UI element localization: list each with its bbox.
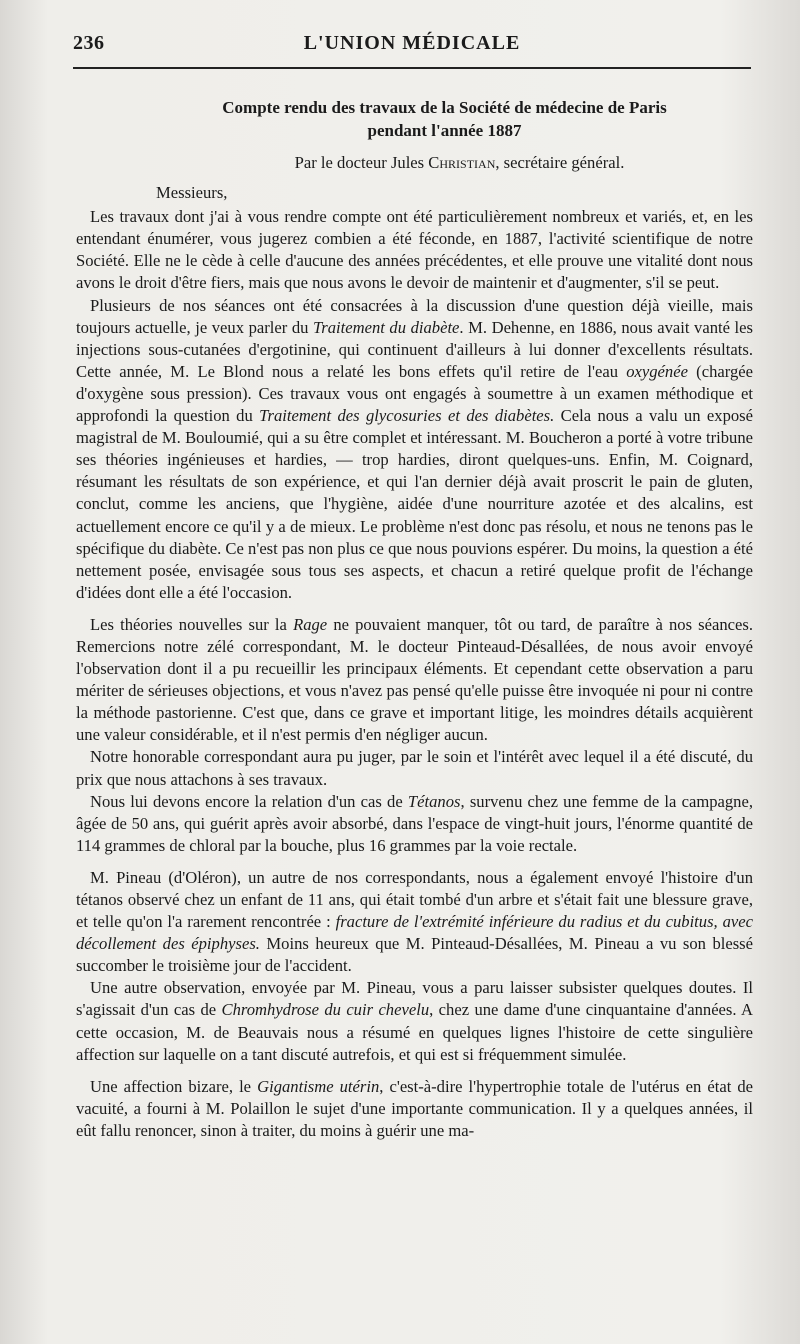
article-title xyxy=(76,96,753,142)
paragraph-5-emphasis-1: Tétanos xyxy=(407,791,461,811)
paragraph-8 xyxy=(76,1076,753,1142)
paragraph-2-emphasis-1: Traitement du diabète xyxy=(312,317,460,337)
paragraph-8-emphasis-1: Gigantisme utérin xyxy=(257,1076,380,1096)
paragraph-6 xyxy=(76,867,753,977)
salutation: Messieurs, xyxy=(156,183,228,203)
article-body xyxy=(76,96,753,1142)
article-title-line-2: pendant l'année 1887 xyxy=(367,121,522,140)
paragraph-1: Les travaux dont j'ai à vous rendre compte ont été particulièrement nombreux et variés, et, en les entendant énumérer, vous jugerez combien a été féconde, en 1887, l'activité scientifique de notre Société. Elle ne le cède à celle d'aucune des années précédentes, et elle prouve une vitalité dont nous avons le droit d'être fiers, mais que nous avons le devoir de maintenir et d'augmenter, s'il se peut. xyxy=(76,207,753,293)
article-title-line-1: Compte rendu des travaux de la Société de médecine de Paris xyxy=(222,98,667,117)
paragraph-5 xyxy=(76,791,753,857)
paragraph-7-text-a: Une autre observation, envoyée par M. Pineau, vous a paru laisser subsister quelques doutes. Il s'agissait d'un cas de xyxy=(76,978,753,1020)
paragraph-7-text-b: , chez une dame d'une cinquantaine d'années. A cette occasion, M. de Beauvais nous a résumé en quelques lignes l'histoire de cette singulière affection sur laquelle on a tant discuté autrefois, et qui est si fréquemment simulée. xyxy=(76,1000,753,1064)
paragraph-5-text-a: Nous lui devons encore la relation d'un cas de xyxy=(90,791,408,811)
header-rule xyxy=(73,67,751,69)
paragraph-3-text-a: Les théories nouvelles sur la xyxy=(90,614,294,634)
author-name: Christian, xyxy=(428,153,500,172)
byline-prefix: Par le docteur Jules xyxy=(294,153,425,172)
running-title: L'UNION MÉDICALE xyxy=(303,32,521,54)
paragraph-2 xyxy=(76,295,753,604)
paragraph-2-text-a: Plusieurs de nos séances ont été consacrées à la discussion d'une question déjà vieille, mais toujours actuelle, je veux parler du xyxy=(76,295,753,337)
paragraph-2-emphasis-3: Traitement des glycosuries et des diabètes. xyxy=(259,406,555,426)
paragraph-6-text-a: M. Pineau (d'Oléron), un autre de nos correspondants, nous a également envoyé l'histoire d'un tétanos observé chez un enfant de 11 ans, qui était tombé d'un arbre et s'était fait une blessure grave, et telle qu'on l'a rarement rencontrée : xyxy=(76,867,753,932)
byline-suffix: secrétaire général. xyxy=(503,153,625,172)
paragraph-7 xyxy=(76,977,753,1065)
paragraph-2-text-b: . M. Dehenne, en 1886, nous avait vanté les injections sous-cutanées d'ergotinine, qui continuent d'ailleurs à lui donner d'excellents résultats. Cette année, M. Le Blond nous a relaté les bons effets qu'il retire de l'eau xyxy=(76,317,753,381)
paragraph-7-emphasis-1: Chromhydrose du cuir chevelu xyxy=(221,1000,430,1020)
paragraph-6-text-b: Moins heureux que M. Pinteaud-Désallées, M. Pineau a vu son blessé succomber le troisième jour de l'accident. xyxy=(76,934,753,976)
paragraph-6-emphasis-1: fracture de l'extrémité inférieure du radius et du cubitus, avec décollement des épiphyses. xyxy=(76,912,753,954)
paragraph-2-text-d: Cela nous a valu un exposé magistral de M. Bouloumié, qui a su être complet et intéressant. M. Boucheron a porté à votre tribune ses théories ingénieuses et hardies, — trop hardies, diront quelques-uns. Enfin, M. Coignard, résumant les résultats de son expérience, et qui l'an dernier déjà avait proscrit le pain de gluten, conclut, comme les anciens, que l'hygiène, aidée d'une nourriture azotée et des alcalins, est actuellement encore ce qu'il y a de mieux. Le problème n'est donc pas résolu, et nous ne tenons pas le spécifique du diabète. Ce n'est pas non plus ce que nous pouvions espérer. Du moins, la question a été nettement posée, envisagée sous tous ses aspects, et chacun a retiré quelque profit de l'échange d'idées dont elle a été l'occasion. xyxy=(76,406,753,602)
page-header xyxy=(73,30,751,60)
paragraph-3-text-b: ne pouvaient manquer, tôt ou tard, de paraître à nos séances. Remercions notre zélé correspondant, M. le docteur Pinteaud-Désallées, de nous avoir envoyé l'observation dont il a pu recueillir les principaux éléments. Et cependant cette observation a paru mériter de sérieuses objections, et vous n'avez pas pensé qu'elle puisse être invoquée ni pour ni contre la méthode pastorienne. C'est que, dans ce grave et important litige, les moindres détails acquièrent une valeur considérable, et il n'est permis d'en négliger aucun. xyxy=(76,614,753,745)
paragraph-4: Notre honorable correspondant aura pu juger, par le soin et l'intérêt avec lequel il a été discuté, du prix que nous attachons à ses travaux. xyxy=(76,747,753,789)
paragraph-2-emphasis-2: oxygénée xyxy=(626,361,688,381)
paragraph-3 xyxy=(76,614,753,747)
paragraph-8-text-b: , c'est-à-dire l'hypertrophie totale de l'utérus en état de vacuité, a fourni à M. Polaillon le sujet d'une importante communication. Il y a quelques années, il eût fallu renoncer, sinon à traiter, du moins à guérir une ma- xyxy=(76,1076,754,1140)
page-number: 236 xyxy=(73,32,105,54)
paragraph-3-emphasis-1: Rage xyxy=(293,614,328,634)
byline xyxy=(76,152,753,174)
paragraph-5-text-b: , survenu chez une femme de la campagne, âgée de 50 ans, qui guérit après avoir absorbé, dans l'espace de vingt-huit jours, l'énorme quantité de 114 grammes de chloral par la bouche, plus 16 grammes par la voie rectale. xyxy=(76,791,753,855)
paragraph-8-text-a: Une affection bizare, le xyxy=(90,1076,258,1096)
paragraph-2-text-c: (chargée d'oxygène sous pression). Ces travaux vous ont engagés à soumettre à un examen méthodique et approfondi la question du xyxy=(76,361,753,426)
